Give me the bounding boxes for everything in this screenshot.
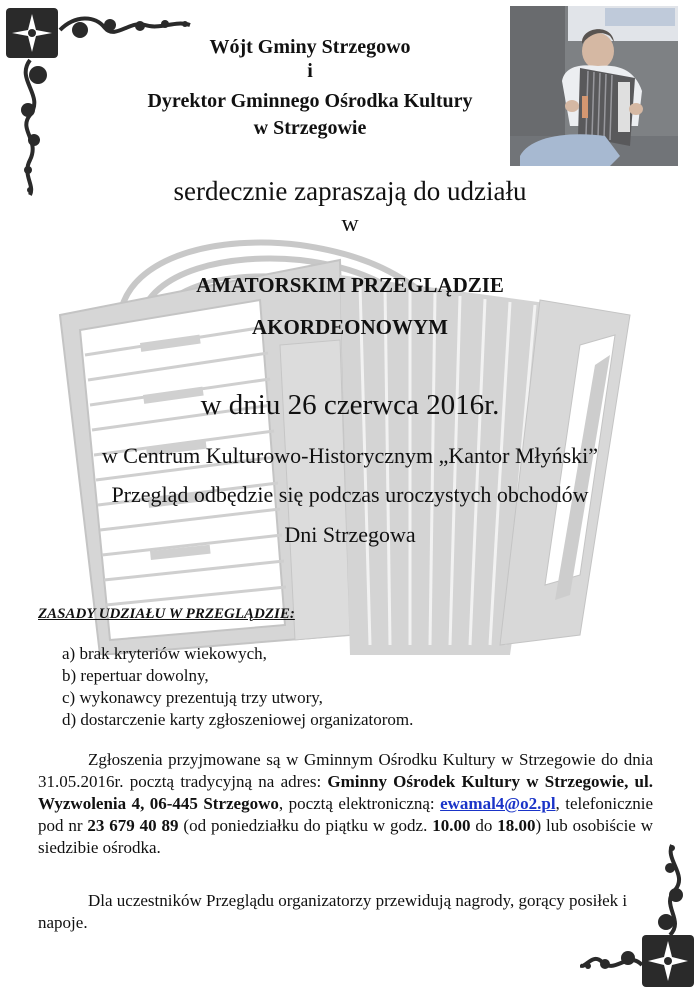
prizes-text: Dla uczestników Przeglądu organizatorzy przewidują nagrody, gorący posiłek i napoje. [38, 891, 628, 932]
postal-address: Gminny Ośrodek Kultury w Strzegowie, ul. Wyzwolenia 4, 06-445 Strzegowo [38, 772, 653, 813]
rules-heading: ZASADY UDZIAŁU W PRZEGLĄDZIE: [38, 606, 295, 622]
application-paragraph [38, 749, 653, 859]
application-text: , pocztą elektroniczną: [278, 794, 441, 813]
hours-from: 10.00 [432, 816, 471, 835]
organizer-line-2: Dyrektor Gminnego Ośrodka Kultury [147, 90, 473, 112]
application-text: , telefonicznie pod nr [38, 794, 654, 835]
rules-list [62, 643, 413, 731]
event-title-line-1: AMATORSKIM PRZEGLĄDZIE [196, 273, 504, 297]
hours-to: 18.00 [497, 816, 536, 835]
invitation-text: serdecznie zapraszają do udziału [173, 176, 527, 206]
rule-item: c) wykonawcy prezentują trzy utwory, [62, 688, 323, 707]
event-occasion-line-2: Dni Strzegowa [284, 522, 416, 547]
email-link[interactable]: ewamal4@o2.pl [440, 794, 556, 813]
event-title-line-2: AKORDEONOWYM [252, 315, 448, 339]
invitation-preposition: w [341, 211, 359, 237]
application-text: do [470, 816, 498, 835]
rule-item: b) repertuar dowolny, [62, 666, 209, 685]
organizer-line-3: w Strzegowie [253, 117, 367, 139]
rule-item: a) brak kryteriów wiekowych, [62, 644, 267, 663]
application-text: (od poniedziałku do piątku w godz. [178, 816, 433, 835]
prizes-paragraph [38, 890, 653, 934]
application-text: ) lub osobiście w siedzibie ośrodka. [38, 816, 654, 857]
phone-number: 23 679 40 89 [87, 816, 179, 835]
accordion-player-photo [510, 6, 678, 166]
rule-item: d) dostarczenie karty zgłoszeniowej organizatorom. [62, 710, 414, 729]
organizer-line-1: Wójt Gminy Strzegowo [209, 36, 411, 58]
event-venue: w Centrum Kulturowo-Historycznym „Kantor Młyński” [101, 443, 599, 468]
organizer-conjunction: i [307, 60, 313, 82]
event-date: w dniu 26 czerwca 2016r. [200, 389, 500, 421]
application-text: Zgłoszenia przyjmowane są w Gminnym Ośrodku Kultury w Strzegowie do dnia 31.05.2016r. pocztą tradycyjną na adres: [38, 750, 653, 791]
event-occasion-line-1: Przegląd odbędzie się podczas uroczystych obchodów [111, 482, 589, 507]
